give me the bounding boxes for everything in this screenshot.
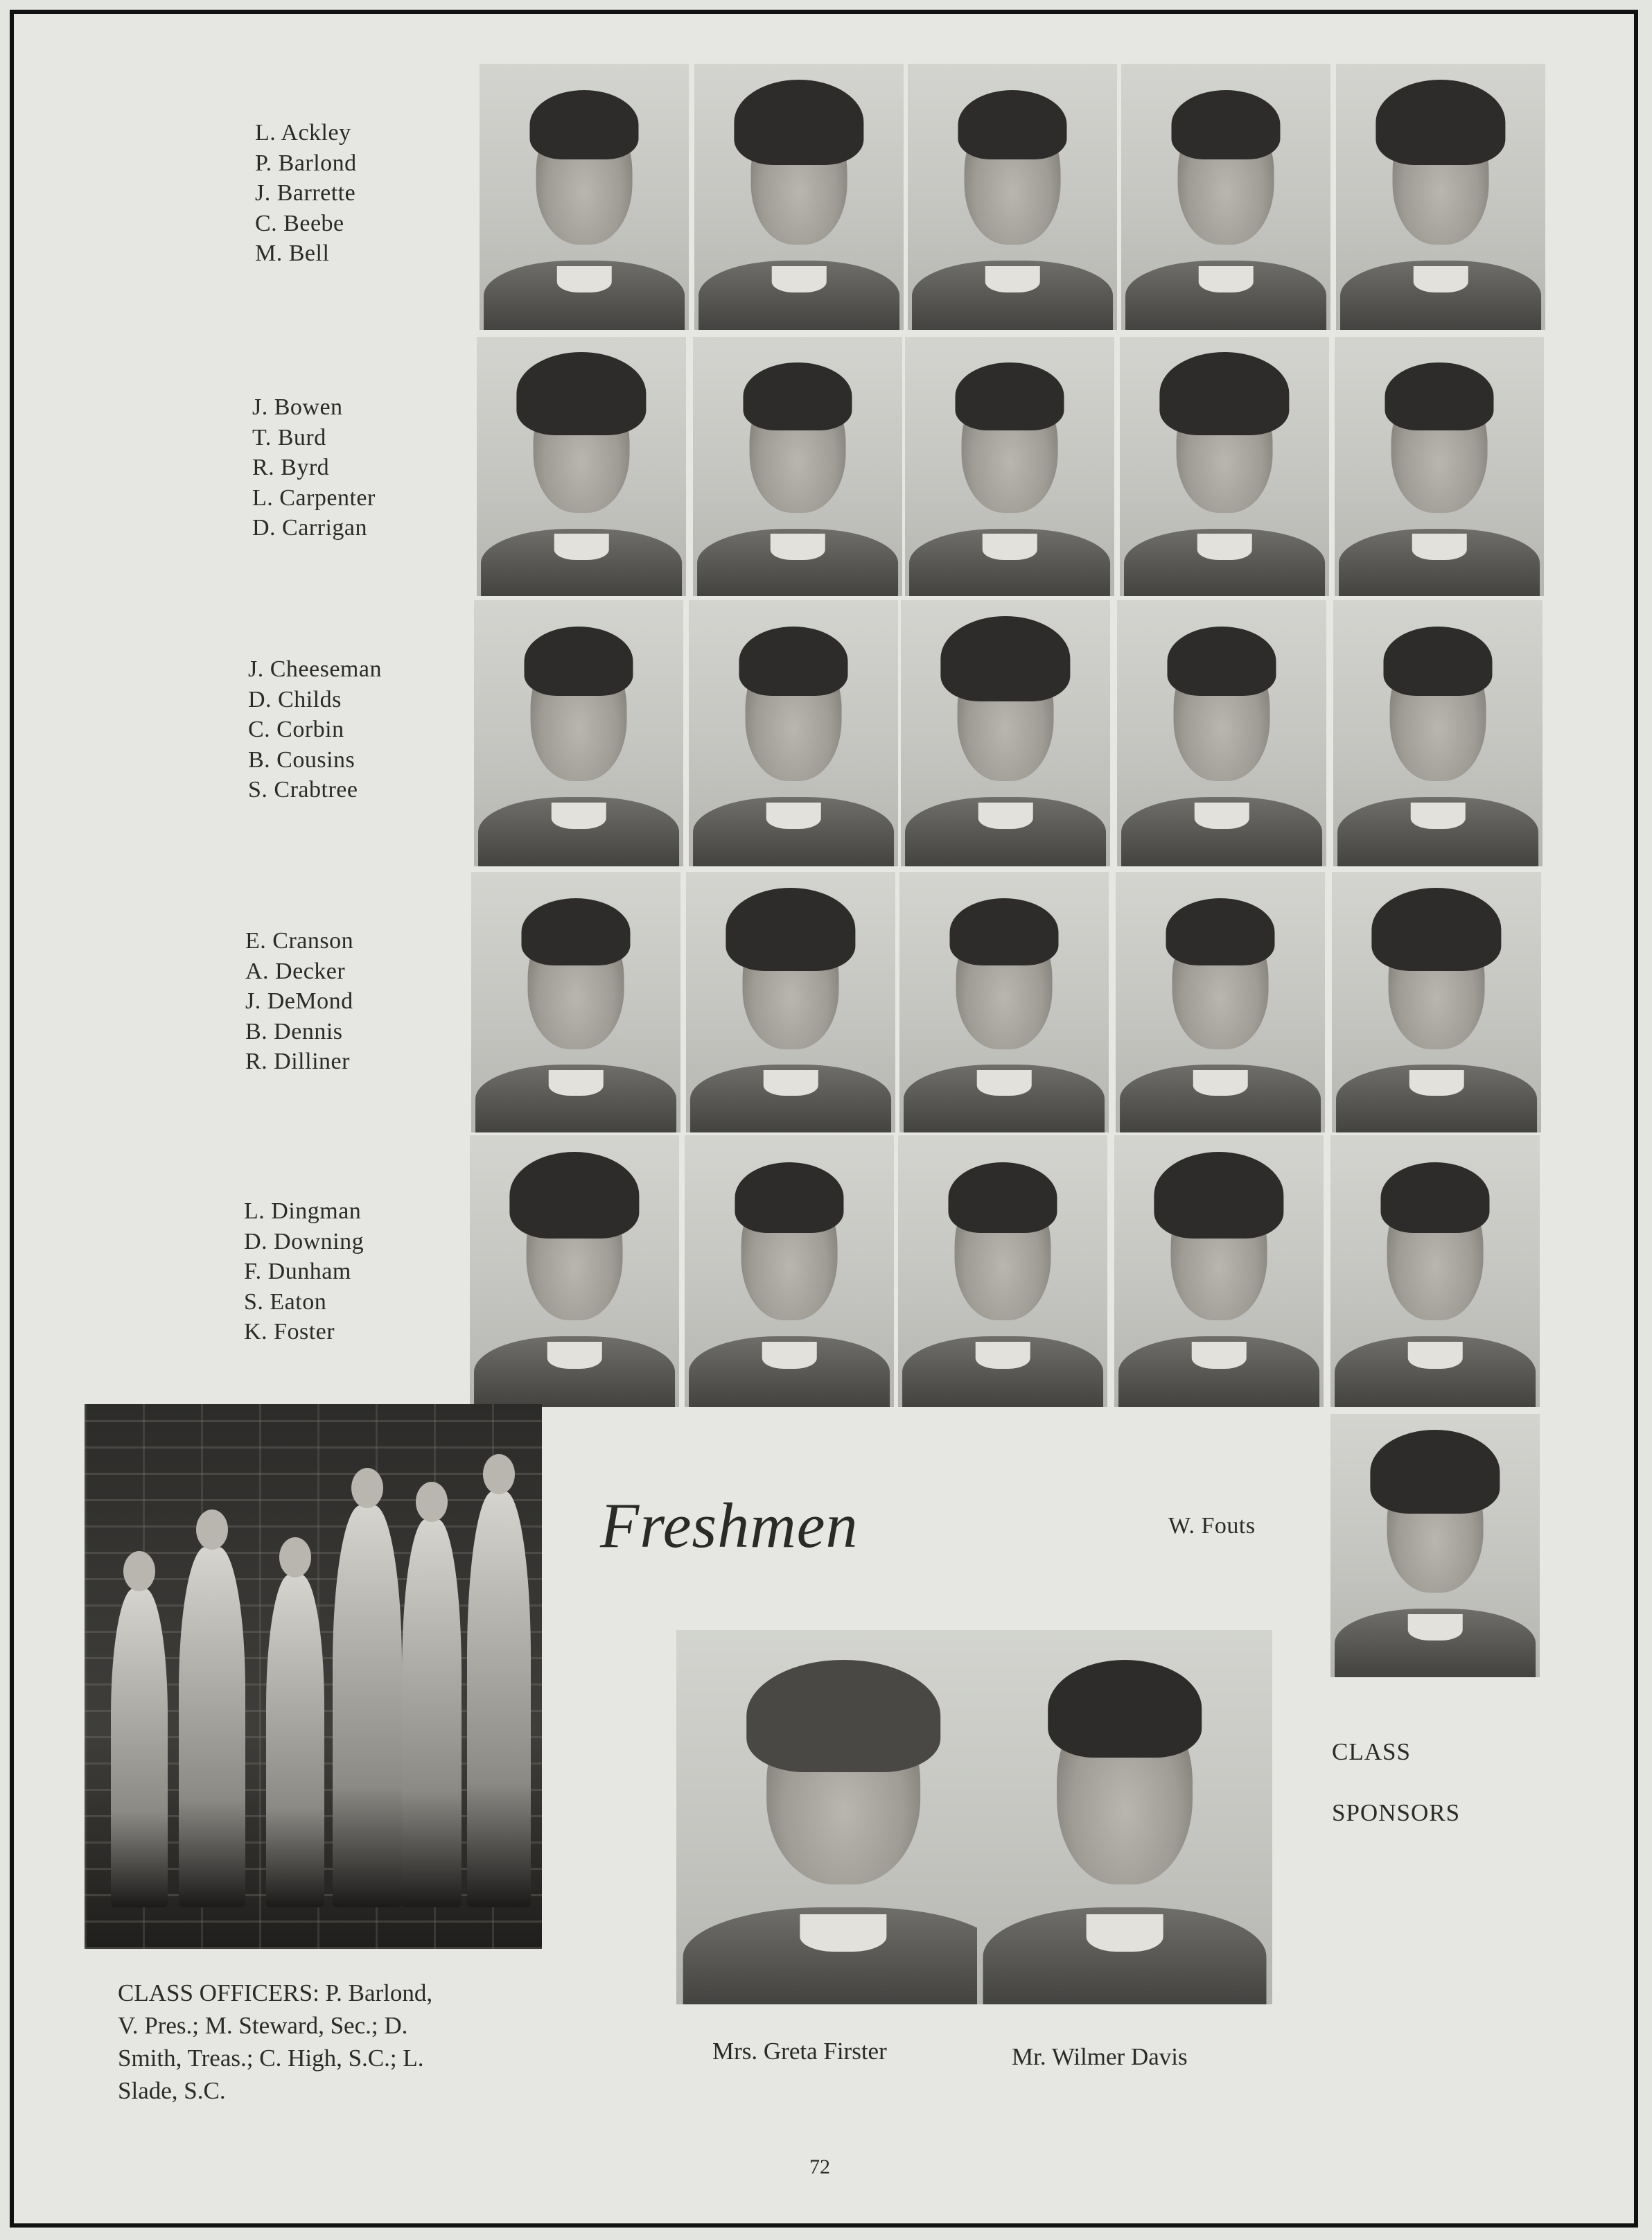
portrait-photo — [480, 64, 689, 330]
class-officers-caption — [118, 1977, 432, 2107]
portrait-photo — [905, 337, 1114, 596]
class-officers-photo — [85, 1404, 542, 1949]
student-name: J. Cheeseman — [248, 656, 382, 682]
portrait-photo — [1117, 600, 1326, 866]
student-name: J. Barrette — [255, 180, 356, 206]
student-name: J. DeMond — [245, 988, 353, 1014]
student-name: B. Dennis — [245, 1018, 343, 1044]
portrait-photo — [685, 1135, 894, 1407]
name-list-row-2 — [252, 392, 376, 543]
student-name: F. Dunham — [244, 1259, 351, 1284]
student-name: D. Childs — [248, 686, 342, 712]
student-name: D. Carrigan — [252, 515, 368, 541]
student-name: S. Crabtree — [248, 777, 358, 803]
sponsors-label-line: SPONSORS — [1332, 1799, 1461, 1826]
portrait-photo — [1114, 1135, 1324, 1407]
name-list-row-3 — [248, 654, 382, 805]
portrait-photo — [1336, 64, 1545, 330]
name-list-row-4 — [245, 926, 353, 1077]
portrait-photo — [899, 872, 1109, 1132]
name-list-row-5 — [244, 1196, 364, 1347]
portrait-photo — [1332, 872, 1541, 1132]
student-name: K. Foster — [244, 1319, 335, 1345]
portrait-photo — [1121, 64, 1330, 330]
student-name: D. Downing — [244, 1228, 364, 1254]
student-name: L. Ackley — [255, 120, 351, 146]
student-name: R. Byrd — [252, 455, 330, 480]
portrait-photo — [686, 872, 895, 1132]
portrait-photo — [1330, 1135, 1540, 1407]
sponsors-label-line: CLASS — [1332, 1738, 1411, 1765]
sponsor-photo — [977, 1630, 1272, 2004]
portrait-photo — [474, 600, 683, 866]
student-name: S. Eaton — [244, 1288, 327, 1315]
student-name: T. Burd — [252, 424, 326, 450]
student-name: E. Cranson — [245, 928, 354, 954]
student-name: L. Carpenter — [252, 484, 376, 511]
student-name: C. Corbin — [248, 717, 344, 742]
student-name: B. Cousins — [248, 746, 355, 773]
extra-student-name: W. Fouts — [1168, 1513, 1256, 1539]
student-name: L. Dingman — [244, 1198, 362, 1224]
portrait-photo — [693, 337, 902, 596]
portrait-photo — [1116, 872, 1325, 1132]
portrait-photo — [1335, 337, 1544, 596]
portrait-photo — [471, 872, 680, 1132]
portrait-photo — [901, 600, 1110, 866]
student-name: M. Bell — [255, 240, 330, 266]
caption-line: V. Pres.; M. Steward, Sec.; D. — [118, 2012, 408, 2039]
portrait-photo — [1330, 1414, 1540, 1677]
student-name: C. Beebe — [255, 210, 344, 236]
portrait-photo — [1333, 600, 1543, 866]
student-name: P. Barlond — [255, 150, 357, 176]
caption-line: Smith, Treas.; C. High, S.C.; L. — [118, 2045, 424, 2072]
page-number: 72 — [809, 2155, 830, 2178]
caption-line: CLASS OFFICERS: P. Barlond, — [118, 1979, 433, 2006]
sponsor-photo — [676, 1630, 1010, 2004]
portrait-photo — [1120, 337, 1329, 596]
student-name: R. Dilliner — [245, 1049, 350, 1074]
sponsor-name: Mr. Wilmer Davis — [1012, 2043, 1188, 2070]
sponsor-name: Mrs. Greta Firster — [712, 2038, 887, 2065]
portrait-photo — [694, 64, 904, 330]
name-list-row-1 — [255, 118, 357, 269]
page-title: Freshmen — [600, 1490, 859, 1561]
portrait-photo — [908, 64, 1117, 330]
portrait-photo — [477, 337, 686, 596]
portrait-photo — [898, 1135, 1107, 1407]
portrait-photo — [470, 1135, 679, 1407]
caption-line: Slade, S.C. — [118, 2077, 226, 2104]
portrait-photo — [689, 600, 898, 866]
student-name: J. Bowen — [252, 394, 343, 420]
student-name: A. Decker — [245, 958, 346, 984]
